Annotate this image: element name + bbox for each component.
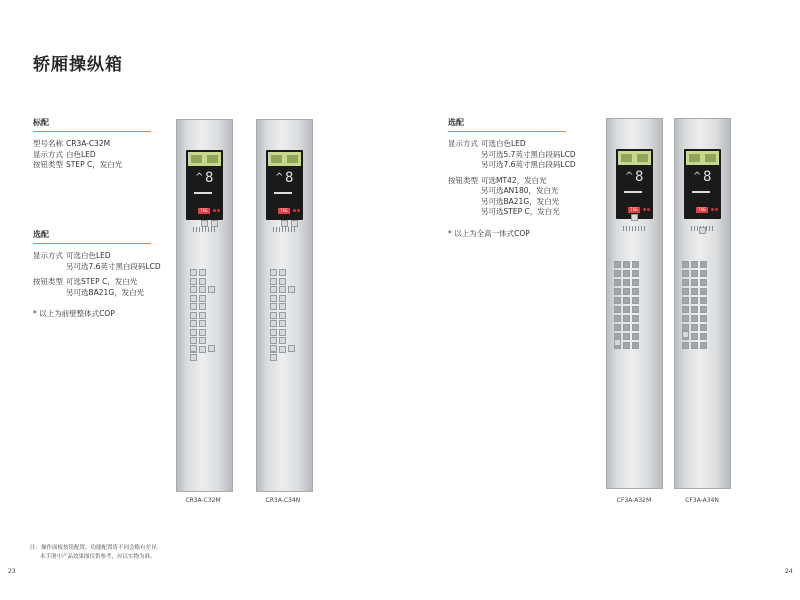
floor-button [691, 342, 698, 349]
floor-button [632, 270, 639, 277]
floor-button [691, 261, 698, 268]
floor-button [614, 261, 621, 268]
floor-button [270, 278, 277, 285]
floor-button [190, 278, 197, 285]
floor-button [190, 295, 197, 302]
brand-logo: TKE [278, 208, 290, 214]
floor-button [632, 315, 639, 322]
indicator-dot [715, 208, 718, 211]
floor-button [682, 279, 689, 286]
floor-button [270, 269, 277, 276]
floor-button [682, 342, 689, 349]
display-screen [616, 149, 653, 219]
spec-value: 另可选7.6英寸黑白段码LCD [481, 160, 576, 169]
spec-value: 另可选BA21G，发白光 [481, 196, 560, 206]
floor-button [691, 288, 698, 295]
floor-button [199, 303, 206, 310]
display-bar [624, 191, 642, 193]
floor-button [199, 329, 206, 336]
indicator-dot [711, 208, 714, 211]
optional-spec-section-right [448, 117, 576, 239]
cop-note: * 以上为全高一体式COP [448, 228, 530, 238]
cop-panel-cr3a-c32m [176, 119, 233, 492]
floor-button [682, 288, 689, 295]
door-button [270, 345, 277, 352]
floor-digit: 8 [285, 170, 294, 186]
spec-row [448, 176, 576, 218]
door-button [682, 331, 689, 338]
floor-button [700, 333, 707, 340]
spec-row [33, 160, 151, 171]
floor-button [682, 324, 689, 331]
spec-value: 另可选BA21G，发白光 [66, 287, 145, 297]
floor-button [199, 312, 206, 319]
floor-button [700, 306, 707, 313]
floor-button [623, 297, 630, 304]
key-switch-button [201, 220, 208, 227]
floor-button [623, 342, 630, 349]
alarm-button [190, 354, 197, 361]
key-switch-button [631, 214, 638, 221]
up-arrow-icon: ^ [625, 171, 634, 182]
floor-button [199, 346, 206, 353]
floor-digit: 8 [205, 170, 214, 186]
display-bar [274, 192, 292, 194]
floor-button [700, 342, 707, 349]
alarm-button [270, 354, 277, 361]
indicator-dot [293, 209, 296, 212]
floor-button [623, 261, 630, 268]
spec-value: STEP C，发白光 [66, 160, 123, 169]
floor-button [199, 337, 206, 344]
floor-button [199, 320, 206, 327]
footnote [30, 544, 162, 562]
floor-button [632, 288, 639, 295]
floor-button [279, 320, 286, 327]
floor-button [632, 342, 639, 349]
floor-button [190, 303, 197, 310]
floor-button [199, 278, 206, 285]
spec-key: 按钮类型 [448, 175, 478, 185]
spec-value: 可选白色LED [66, 251, 111, 260]
indicator-dot [647, 208, 650, 211]
floor-button [691, 315, 698, 322]
floor-button [623, 333, 630, 340]
floor-button [700, 315, 707, 322]
spec-value: 另可选AN180，发白光 [481, 186, 559, 195]
floor-button [691, 279, 698, 286]
floor-button [623, 306, 630, 313]
floor-button [614, 315, 621, 322]
key-switch-button [699, 227, 706, 234]
floor-button [614, 288, 621, 295]
spec-value: 另可选5.7英寸黑白段码LCD [481, 149, 576, 159]
up-arrow-icon: ^ [275, 172, 284, 183]
key-switch-button [291, 220, 298, 227]
floor-button [270, 303, 277, 310]
spec-value: 可选白色LED [481, 139, 526, 148]
floor-button [700, 288, 707, 295]
spec-row [33, 277, 161, 298]
spec-key: 显示方式 [33, 251, 63, 260]
floor-button [700, 324, 707, 331]
door-button [208, 345, 215, 352]
spec-value: CR3A-C32M [66, 139, 111, 148]
floor-button [691, 297, 698, 304]
indicator-dot [643, 208, 646, 211]
brand-logo: TKE [198, 208, 210, 214]
spec-key: 型号名称 [33, 139, 63, 148]
panel-caption: CR3A-C32M [185, 497, 221, 504]
spec-key: 按钮类型 [33, 160, 63, 169]
floor-button [208, 286, 215, 293]
lcd-strip [686, 151, 719, 165]
lcd-strip [188, 152, 221, 166]
floor-button [623, 324, 630, 331]
floor-button [270, 286, 277, 293]
floor-button [623, 279, 630, 286]
floor-button [190, 329, 197, 336]
floor-button [682, 315, 689, 322]
door-button [190, 345, 197, 352]
floor-button [190, 312, 197, 319]
floor-button [190, 286, 197, 293]
page-number-left: 23 [8, 568, 16, 575]
key-switch-button [211, 220, 218, 227]
spec-value: 另可选STEP C，发白光 [481, 207, 560, 216]
optional-spec-section [33, 229, 161, 319]
display-screen [684, 149, 721, 219]
floor-button [279, 346, 286, 353]
floor-button [700, 297, 707, 304]
floor-button [190, 269, 197, 276]
floor-button [270, 312, 277, 319]
floor-button [700, 279, 707, 286]
indicator-dot [213, 209, 216, 212]
floor-button [682, 297, 689, 304]
floor-button [691, 324, 698, 331]
indicator-dot [297, 209, 300, 212]
floor-button [270, 295, 277, 302]
door-button [288, 345, 295, 352]
floor-button [691, 306, 698, 313]
floor-button [691, 270, 698, 277]
floor-button [279, 295, 286, 302]
spec-row [33, 251, 161, 272]
floor-button [632, 333, 639, 340]
speaker-grill [623, 226, 647, 231]
spec-row [33, 150, 151, 161]
up-arrow-icon: ^ [195, 172, 204, 183]
brand-logo: TKE [696, 207, 708, 213]
display-screen [266, 150, 303, 220]
floor-button [199, 295, 206, 302]
floor-button [190, 337, 197, 344]
lcd-strip [618, 151, 651, 165]
key-switch-button [281, 220, 288, 227]
floor-button [614, 279, 621, 286]
spec-row [33, 139, 151, 150]
panel-caption: CF3A-A34N [685, 497, 719, 504]
cop-note: * 以上为前壁整体式COP [33, 309, 115, 318]
floor-button [614, 324, 621, 331]
floor-button [270, 329, 277, 336]
display-bar [692, 191, 710, 193]
cop-panel-cf3a-a34n [674, 118, 731, 489]
spec-value: 可选MT42，发白光 [481, 175, 547, 185]
floor-button [632, 306, 639, 313]
floor-button [700, 261, 707, 268]
floor-digit: 8 [703, 169, 712, 185]
spec-value: 另可选7.6英寸黑白段码LCD [66, 261, 161, 271]
section-heading: 选配 [448, 117, 566, 132]
floor-button [288, 286, 295, 293]
floor-button [190, 320, 197, 327]
floor-button [279, 329, 286, 336]
display-bar [194, 192, 212, 194]
panel-caption: CR3A-C34N [265, 497, 301, 504]
floor-button [682, 270, 689, 277]
floor-button [279, 312, 286, 319]
floor-button [691, 333, 698, 340]
spec-value: 白色LED [66, 149, 96, 159]
indicator-dot [217, 209, 220, 212]
floor-button [682, 306, 689, 313]
floor-button [623, 315, 630, 322]
floor-button [682, 261, 689, 268]
spec-row [448, 139, 576, 171]
floor-button [632, 279, 639, 286]
brand-logo: TKE [628, 207, 640, 213]
standard-spec-section [33, 117, 151, 171]
page-title: 轿厢操纵箱 [33, 55, 123, 75]
floor-button [614, 270, 621, 277]
page-number-right: 24 [785, 568, 793, 575]
floor-button [270, 320, 277, 327]
spec-key: 显示方式 [33, 149, 63, 159]
spec-key: 按钮类型 [33, 277, 63, 286]
spec-key: 显示方式 [448, 139, 478, 148]
display-screen [186, 150, 223, 220]
floor-button [270, 337, 277, 344]
section-heading: 选配 [33, 229, 151, 244]
floor-button [614, 297, 621, 304]
door-button [614, 339, 621, 346]
lcd-strip [268, 152, 301, 166]
floor-button [632, 297, 639, 304]
panel-caption: CF3A-A32M [616, 497, 652, 504]
floor-button [623, 288, 630, 295]
floor-button [614, 306, 621, 313]
floor-button [199, 286, 206, 293]
cop-panel-cr3a-c34n [256, 119, 313, 492]
floor-button [279, 303, 286, 310]
footnote-line: 本手册中产品效果图仅供参考，应以实物为准。 [40, 554, 156, 560]
floor-button [279, 286, 286, 293]
floor-button [199, 269, 206, 276]
floor-button [279, 269, 286, 276]
floor-digit: 8 [635, 169, 644, 185]
up-arrow-icon: ^ [693, 171, 702, 182]
floor-button [279, 278, 286, 285]
floor-button [632, 324, 639, 331]
cop-panel-cf3a-a32m [606, 118, 663, 489]
speaker-grill [273, 227, 297, 232]
section-heading: 标配 [33, 117, 151, 132]
spec-value: 可选STEP C，发白光 [66, 277, 138, 286]
floor-button [632, 261, 639, 268]
floor-button [279, 337, 286, 344]
footnote-line: 注：操作面板按钮配置、功能配置将不同会略有差异。 [30, 545, 163, 551]
floor-button [700, 270, 707, 277]
speaker-grill [193, 227, 217, 232]
floor-button [623, 270, 630, 277]
